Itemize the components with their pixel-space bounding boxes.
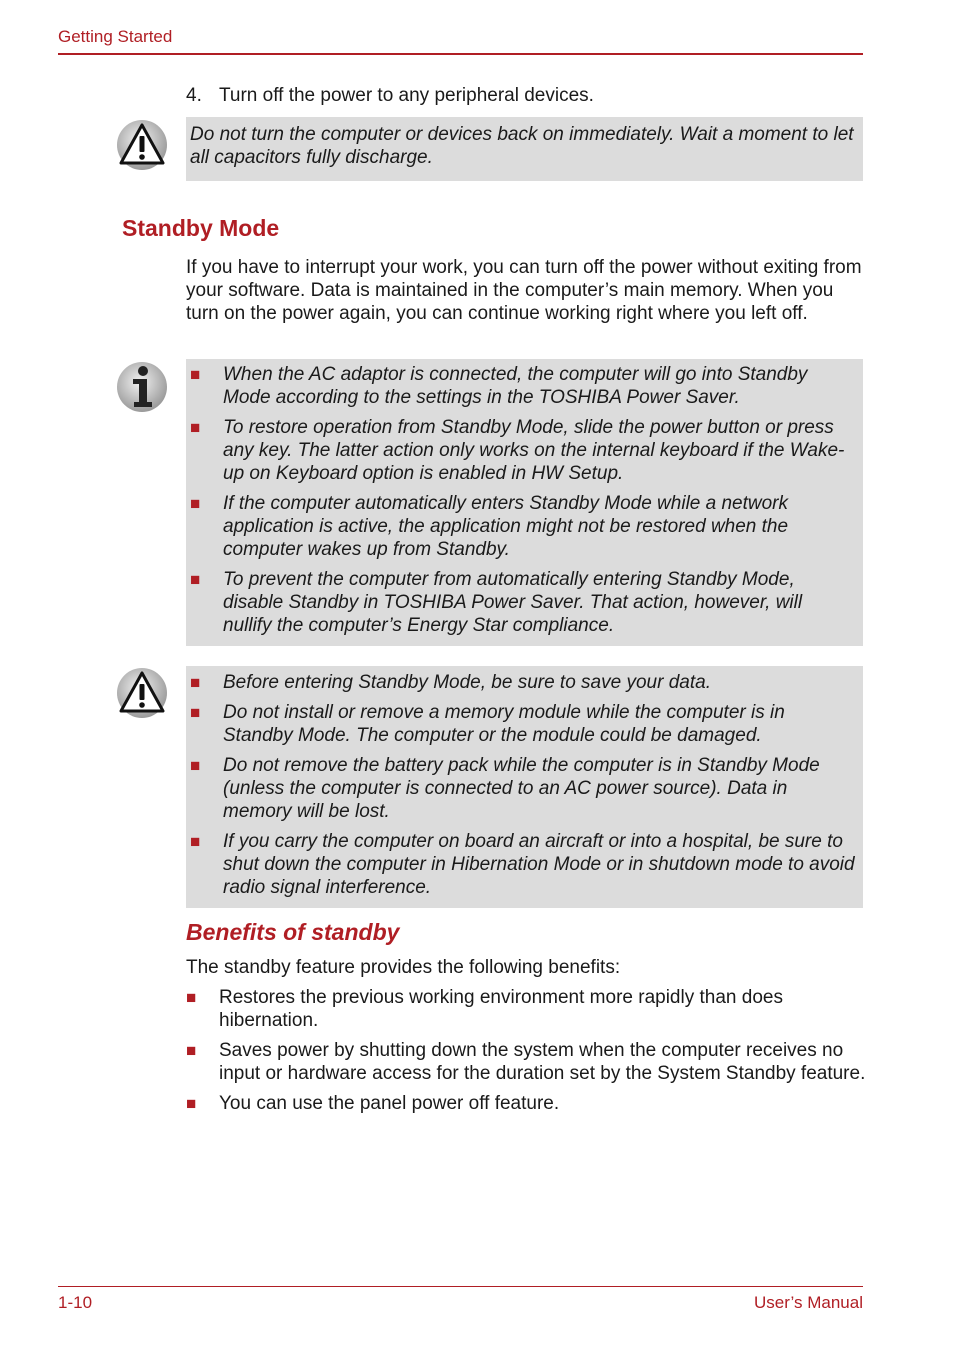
- list-item: ■ Restores the previous working environment more rapidly than does hibernation.: [186, 987, 783, 1031]
- bullet-square-icon: ■: [186, 1041, 197, 1060]
- bullet-square-icon: ■: [190, 494, 201, 513]
- benefits-list: [186, 986, 866, 1122]
- manual-title: User’s Manual: [754, 1293, 863, 1312]
- warning-icon: [115, 666, 169, 720]
- bullet-square-icon: ■: [186, 988, 197, 1007]
- bullet-square-icon: ■: [190, 365, 201, 384]
- bullet-square-icon: ■: [190, 703, 201, 722]
- benefits-intro: The standby feature provides the following benefits:: [186, 957, 621, 978]
- list-item: ■ Saves power by shutting down the system when the computer receives no input or hardware access for the duration set by the System Standby feature.: [186, 1040, 866, 1084]
- footer-rule: [58, 1286, 863, 1287]
- caution-text: Do not turn the computer or devices back on immediately. Wait a moment to let all capacitors fully discharge.: [190, 124, 854, 168]
- list-item: ■ Do not install or remove a memory module while the computer is in Standby Mode. The computer or the module could be damaged.: [190, 702, 785, 746]
- bullet-square-icon: ■: [190, 673, 201, 692]
- caution-list: [190, 671, 859, 899]
- caution-box-1: [186, 117, 863, 181]
- bullet-square-icon: ■: [190, 756, 201, 775]
- step-number: 4.: [186, 85, 202, 106]
- caution-box-2: [186, 666, 863, 908]
- list-item: ■ To restore operation from Standby Mode, slide the power button or press any key. The latter action only works on the internal keyboard if the Wake-up on Keyboard option is enabled in HW Setup.: [190, 417, 845, 484]
- bullet-square-icon: ■: [190, 418, 201, 437]
- header-rule: [58, 53, 863, 55]
- section-heading-standby: Standby Mode: [122, 215, 280, 241]
- info-icon: [115, 360, 169, 414]
- warning-icon: [115, 118, 169, 172]
- bullet-square-icon: ■: [186, 1094, 197, 1113]
- step-text: Turn off the power to any peripheral devices.: [219, 85, 594, 106]
- list-item: ■ You can use the panel power off feature.: [186, 1093, 560, 1114]
- subheading-benefits: Benefits of standby: [186, 919, 400, 945]
- step-4: [186, 85, 594, 107]
- list-item: ■ Do not remove the battery pack while the computer is in Standby Mode (unless the computer is connected to an AC power source). Data in memory will be lost.: [190, 755, 820, 822]
- list-item: ■ If the computer automatically enters Standby Mode while a network application is active, the application might not be restored when the computer wakes up from Standby.: [190, 493, 789, 560]
- note-box: [186, 359, 863, 646]
- list-item: ■ When the AC adaptor is connected, the computer will go into Standby Mode according to the settings in the TOSHIBA Power Saver.: [190, 364, 808, 408]
- standby-intro: If you have to interrupt your work, you can turn off the power without exiting from your software. Data is maintained in the computer’s main memory. When you turn on the power again, you can continue working right where you left off.: [186, 257, 862, 324]
- bullet-square-icon: ■: [190, 832, 201, 851]
- page-number: 1-10: [58, 1293, 93, 1312]
- list-item: ■ If you carry the computer on board an aircraft or into a hospital, be sure to shut down the computer in Hibernation Mode or in shutdown mode to avoid radio signal interference.: [190, 831, 855, 898]
- bullet-square-icon: ■: [190, 570, 201, 589]
- running-header: Getting Started: [58, 27, 173, 46]
- note-list: [190, 363, 855, 637]
- list-item: ■ Before entering Standby Mode, be sure to save your data.: [190, 672, 711, 693]
- list-item: ■ To prevent the computer from automatically entering Standby Mode, disable Standby in TOSHIBA Power Saver. That action, however, will nullify the computer’s Energy Star compliance.: [190, 569, 803, 636]
